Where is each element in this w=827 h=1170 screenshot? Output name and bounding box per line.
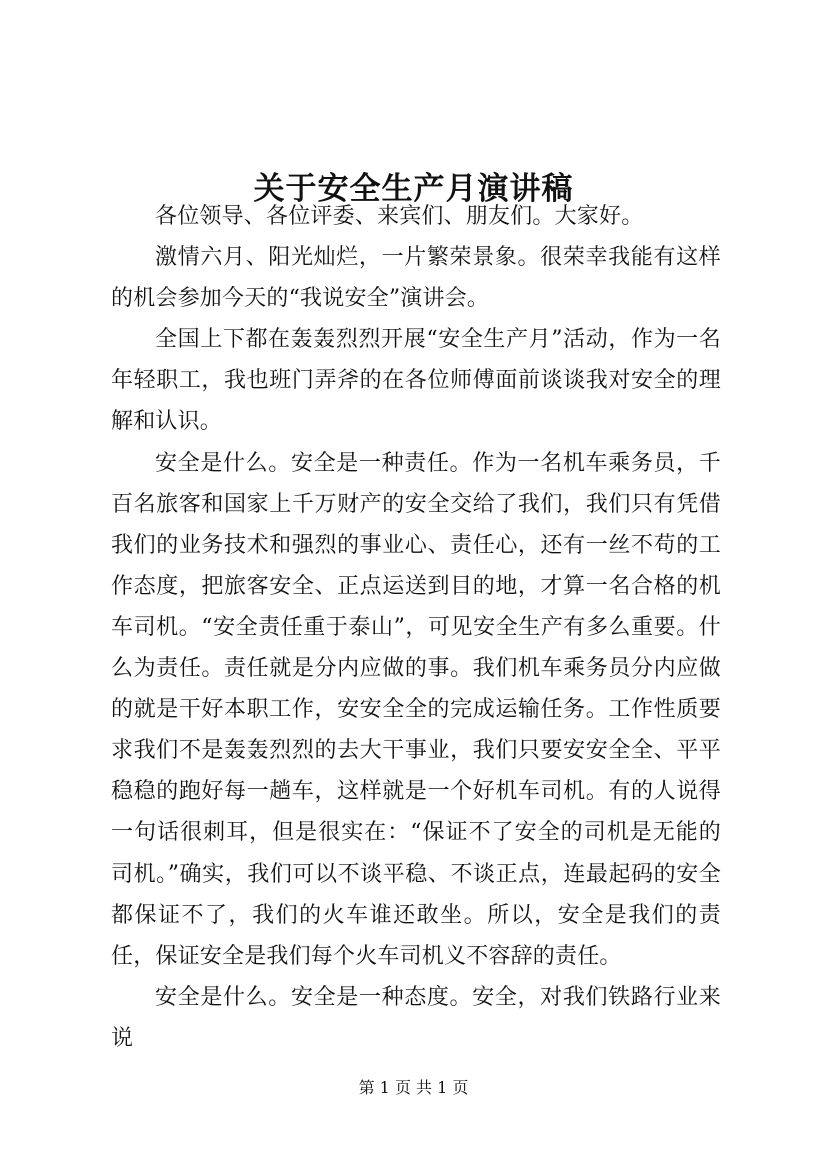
paragraph-safety-responsibility: 安全是什么。安全是一种责任。作为一名机车乘务员，千百名旅客和国家上千万财产的安全交给了我们，我们只有凭借我们的业务技术和强烈的事业心、责任心，还有一丝不苟的工作态度，把旅客安全、正点运送到目的地，才算一名合格的机车司机。“安全责任重于泰山”，可见安全生产有多么重要。什么为责任。责任就是分内应做的事。我们机车乘务员分内应做的就是干好本职工作，安安全全的完成运输任务。工作性质要求我们不是轰轰烈烈的去大干事业，我们只要安安全全、平平稳稳的跑好每一趟车，这样就是一个好机车司机。有的人说得一句话很刺耳，但是很实在：“保证不了安全的司机是无能的司机。”确实，我们可以不谈平稳、不谈正点，连最起码的安全都保证不了，我们的火车谁还敢坐。所以，安全是我们的责任，保证安全是我们每个火车司机义不容辞的责任。 bbox=[111, 450, 721, 969]
paragraph-context: 全国上下都在轰轰烈烈开展“安全生产月”活动，作为一名年轻职工，我也班门弄斧的在各位师傅面前谈谈我对安全的理解和认识。 bbox=[111, 327, 721, 435]
paragraph-greeting: 各位领导、各位评委、来宾们、朋友们。大家好。 bbox=[155, 204, 644, 229]
page-number-footer: 第 1 页 共 1 页 bbox=[358, 1078, 469, 1097]
paragraph-opening: 激情六月、阳光灿烂，一片繁荣景象。很荣幸我能有这样的机会参加今天的“我说安全”演讲会。 bbox=[111, 245, 721, 312]
document-body bbox=[111, 196, 721, 1059]
document-title: 关于安全生产月演讲稿 bbox=[253, 170, 574, 207]
paragraph-safety-attitude: 安全是什么。安全是一种态度。安全，对我们铁路行业来说 bbox=[111, 984, 721, 1051]
